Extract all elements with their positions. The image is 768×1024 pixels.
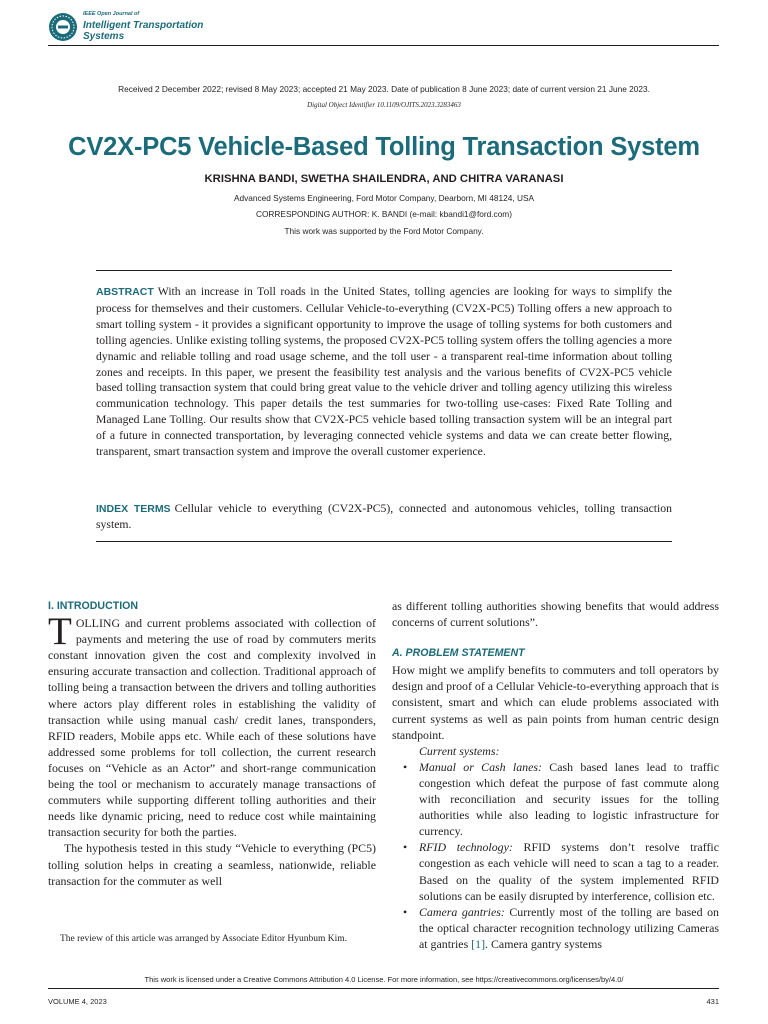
header-rule	[48, 45, 719, 46]
intro-paragraph-1	[48, 610, 376, 840]
journal-name-line1: Intelligent Transportation	[83, 19, 204, 31]
affiliation: Advanced Systems Engineering, Ford Motor Company, Dearborn, MI 48124, USA	[233, 193, 535, 203]
left-column	[48, 598, 376, 889]
received-dates: Received 2 December 2022; revised 8 May 2023; accepted 21 May 2023. Date of publication 8 June 2023; date of current version 21 June 2023.	[118, 84, 650, 94]
license-notice: This work is licensed under a Creative Commons Attribution 4.0 License. For more information, see https://creativecommons.org/licenses/by/4.0/	[144, 975, 624, 984]
intro-paragraph-2: The hypothesis tested in this study “Vehicle to everything (PC5) tolling solution helps in creating a seamless, nationwide, reliable transaction for the commuter as well	[48, 841, 376, 888]
right-column	[392, 598, 719, 952]
abstract	[96, 284, 672, 460]
author-list: KRISHNA BANDI, SWETHA SHAILENDRA, AND CHITRA VARANASI	[204, 173, 564, 185]
list-item-term: Manual or Cash lanes:	[419, 759, 542, 774]
problem-statement-text: How might we amplify benefits to commuters and toll operators by design and proof of a Cellular Vehicle-to-everything approach that is consistent, smart and which can elude problems associated with current systems as well as pain points from human centric design standpoint.	[392, 663, 719, 742]
doi-identifier: Digital Object Identifier 10.1109/OJITS.2023.3283463	[307, 101, 461, 109]
index-terms-text: Cellular vehicle to everything (CV2X-PC5), connected and autonomous vehicles, tolling transaction system.	[96, 502, 672, 531]
current-systems-list	[392, 759, 719, 952]
abstract-top-rule	[96, 270, 672, 271]
list-item	[392, 904, 719, 952]
abstract-label: ABSTRACT	[96, 286, 154, 298]
list-item-term: Camera gantries:	[419, 904, 505, 919]
abstract-bottom-rule	[96, 541, 672, 542]
current-systems-label: Current systems:	[419, 743, 500, 758]
volume-info: VOLUME 4, 2023	[48, 997, 107, 1006]
section-heading-introduction: I. INTRODUCTION	[48, 600, 139, 612]
corresponding-author: CORRESPONDING AUTHOR: K. BANDI (e-mail: kbandi1@ford.com)	[255, 209, 512, 219]
paper-title: CV2X-PC5 Vehicle-Based Tolling Transaction System	[68, 133, 700, 161]
list-item-term: RFID technology:	[419, 840, 513, 855]
list-item	[392, 839, 719, 903]
list-item-text: RFID systems don’t resolve traffic congestion as each vehicle will need to scan a tag to a reader. Based on the quality of the system implemented RFID solutions can be easily disrupted by interference, collision etc.	[419, 840, 719, 903]
list-item-text-after: . Camera gantry systems	[485, 936, 602, 951]
drop-cap: T	[48, 610, 72, 654]
index-terms-label: INDEX TERMS	[96, 503, 171, 515]
subsection-heading-problem-statement: A. PROBLEM STATEMENT	[392, 647, 525, 660]
citation-link[interactable]: [1]	[471, 936, 486, 951]
journal-name-small: IEEE Open Journal of	[83, 11, 140, 17]
index-terms	[96, 501, 672, 533]
funding-note: This work was supported by the Ford Motor Company.	[284, 226, 484, 236]
list-item	[392, 759, 719, 839]
intro-paragraph-1-text: OLLING and current problems associated with collection of payments and metering the use of road by commuters merits constant innovation given the cost and complexity involved in ensuring accurate transaction and collection. Traditional approach of tolling being a transaction between the drivers and tolling authorities where actors play different roles in establishing the validity of transaction while using manual cash/ credit lanes, transponders, RFID readers, Mobile apps etc. While each of these solutions have addressed some problems for toll collection, the current research focuses on “Vehicle as an Actor” and short-range communication being the tool or mechanism to accurately manage transactions of commuters while supporting different tolling authorities and their needs like dynamic pricing, need to reduce cost while maintaining transaction security for both the parties.	[48, 616, 376, 840]
list-item-text: Currently most of the tolling are based on the optical character recognition technology utilizing Cameras at gantries	[419, 904, 719, 951]
journal-logo-icon	[48, 12, 78, 42]
abstract-text: With an increase in Toll roads in the United States, tolling agencies are looking for ways to simplify the process for themselves and their customers. Cellular Vehicle-to-everything (CV2X-PC5) Tolling offers a new approach to smart tolling system - it provides a significant opportunity to improve the usage of tolling systems for both customers and tolling agencies. Unlike existing tolling systems, the proposed CV2X-PC5 tolling system offers the tolling agencies a more dynamic and reliable tolling and road usage scheme, and the toll user - a transparent real-time information about tolling zones and receipts. In this paper, we present the feasibility test analysis and the various benefits of CV2X-PC5 vehicle based tolling transaction system that could bring great value to the vehicle driver and tolling agency utilizing this wireless communication technology. This paper details the test summaries for two-tolling use-cases: Fixed Rate Tolling and Managed Lane Tolling. Our results show that CV2X-PC5 vehicle based tolling transaction system will be an integral part of a future in connected transportation, by leveraging connected vehicle systems and data we can create better flowing, transparent, smart transaction system and improve the overall customer experience.	[96, 285, 672, 459]
footer-rule	[48, 988, 719, 989]
page-number: 431	[706, 997, 719, 1006]
journal-name-line2: Systems	[83, 30, 125, 42]
intro-paragraph-2-continued: as different tolling authorities showing benefits that would address concerns of current solutions”.	[392, 599, 719, 630]
editor-footnote: The review of this article was arranged by Associate Editor Hyunbum Kim.	[60, 934, 348, 944]
list-item-text: Cash based lanes lead to traffic congestion which defeat the purpose of fast commute along with reconciliation and security issues for the tolling authorities while also leading to logistic infrastructure for currency.	[419, 759, 719, 839]
journal-name	[83, 12, 203, 42]
